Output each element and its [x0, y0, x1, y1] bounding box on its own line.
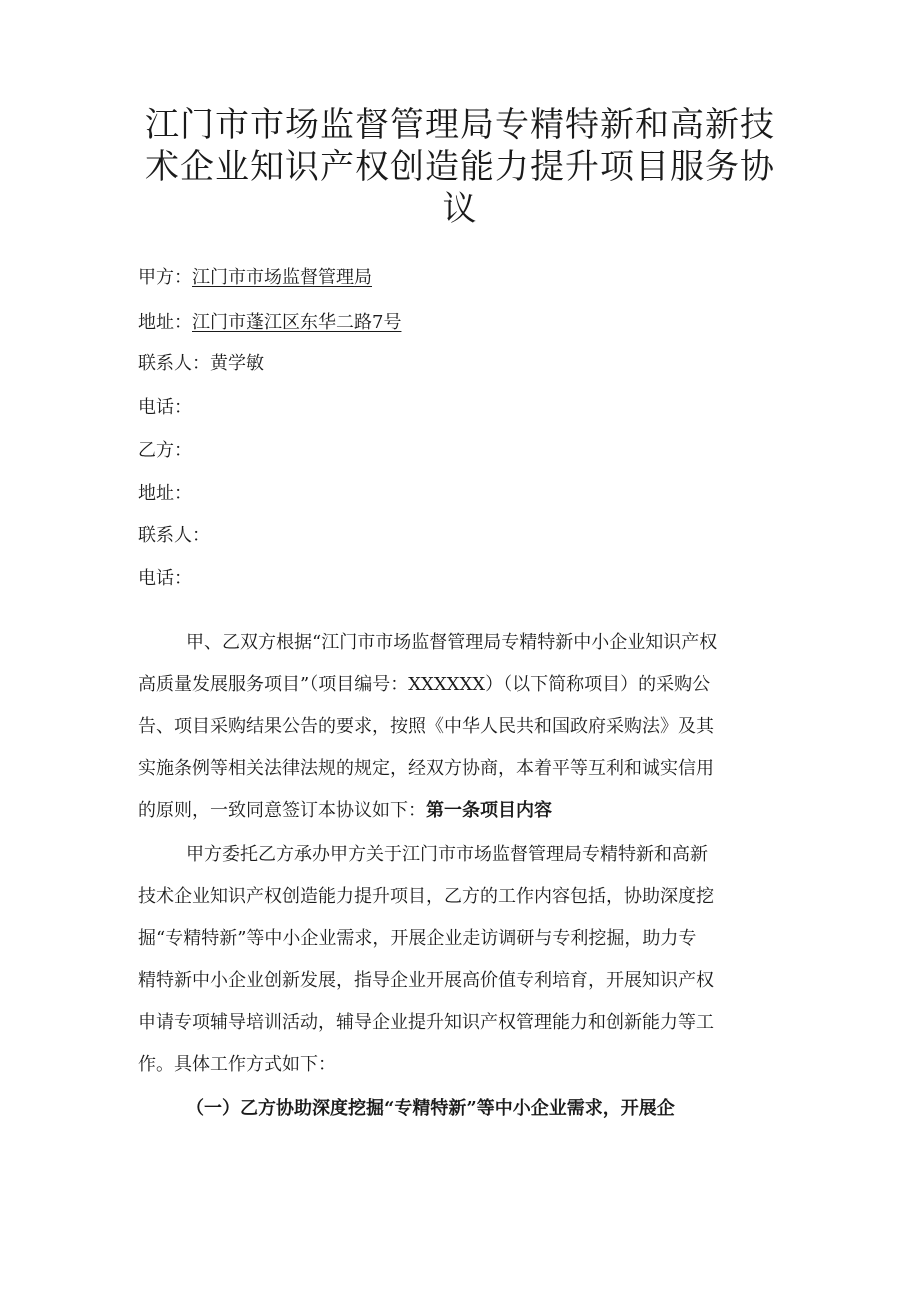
party-b-phone-label: 电话： — [138, 568, 192, 589]
title-line-2: 术企业知识产权创造能力提升项目服务协 — [145, 147, 775, 187]
party-b-contact-label: 联系人： — [138, 525, 210, 546]
party-b-address-row — [138, 482, 192, 506]
intro-line: 高质量发展服务项目”（项目编号：XXXXXX）（以下简称项目）的采购公 — [138, 674, 711, 695]
party-b-label: 乙方： — [138, 440, 192, 461]
content-line: 精特新中小企业创新发展，指导企业开展高价值专利培育，开展知识产权 — [138, 970, 714, 991]
party-b-address-label: 地址： — [138, 483, 192, 504]
intro-line: 告、项目采购结果公告的要求，按照《中华人民共和国政府采购法》及其 — [138, 716, 714, 737]
intro-paragraph — [138, 622, 788, 832]
party-a-address-row — [138, 311, 401, 335]
section-heading: 第一条项目内容 — [426, 800, 552, 821]
content-line: 技术企业知识产权创造能力提升项目，乙方的工作内容包括，协助深度挖 — [138, 886, 714, 907]
party-a-contact-row — [138, 352, 264, 376]
party-a-row — [138, 266, 372, 290]
content-line: 作。具体工作方式如下： — [138, 1054, 336, 1075]
party-a-contact: 黄学敏 — [210, 353, 264, 374]
party-a-phone-label: 电话： — [138, 397, 192, 418]
intro-line-last — [138, 790, 788, 832]
subsection-heading — [138, 1088, 788, 1130]
content-line: 掘“专精特新”等中小企业需求，开展企业走访调研与专利挖掘，助力专 — [138, 928, 697, 949]
party-a-label: 甲方： — [138, 267, 192, 288]
content-paragraph — [138, 834, 788, 1086]
party-b-row — [138, 439, 192, 463]
intro-line: 实施条例等相关法律法规的规定，经双方协商，本着平等互利和诚实信用 — [138, 758, 714, 779]
content-line: 甲方委托乙方承办甲方关于江门市市场监督管理局专精特新和高新 — [186, 844, 708, 865]
party-a-contact-label: 联系人： — [138, 353, 210, 374]
subsection-heading-text: （一）乙方协助深度挖掘“专精特新”等中小企业需求，开展企 — [186, 1098, 675, 1119]
party-a-address-label: 地址： — [138, 312, 192, 333]
title-line-3: 议 — [442, 189, 478, 229]
title-line-1: 江门市市场监督管理局专精特新和高新技 — [145, 105, 775, 145]
party-a-address: 江门市蓬江区东华二路7号 — [192, 312, 402, 333]
party-a-name: 江门市市场监督管理局 — [192, 267, 372, 288]
party-a-phone-row — [138, 396, 192, 420]
content-line: 申请专项辅导培训活动，辅导企业提升知识产权管理能力和创新能力等工 — [138, 1012, 714, 1033]
intro-line-text: 的原则，一致同意签订本协议如下： — [138, 800, 426, 821]
party-b-contact-row — [138, 524, 210, 548]
document-title — [120, 104, 800, 230]
party-b-phone-row — [138, 567, 192, 591]
intro-line: 甲、乙双方根据“江门市市场监督管理局专精特新中小企业知识产权 — [186, 632, 718, 653]
